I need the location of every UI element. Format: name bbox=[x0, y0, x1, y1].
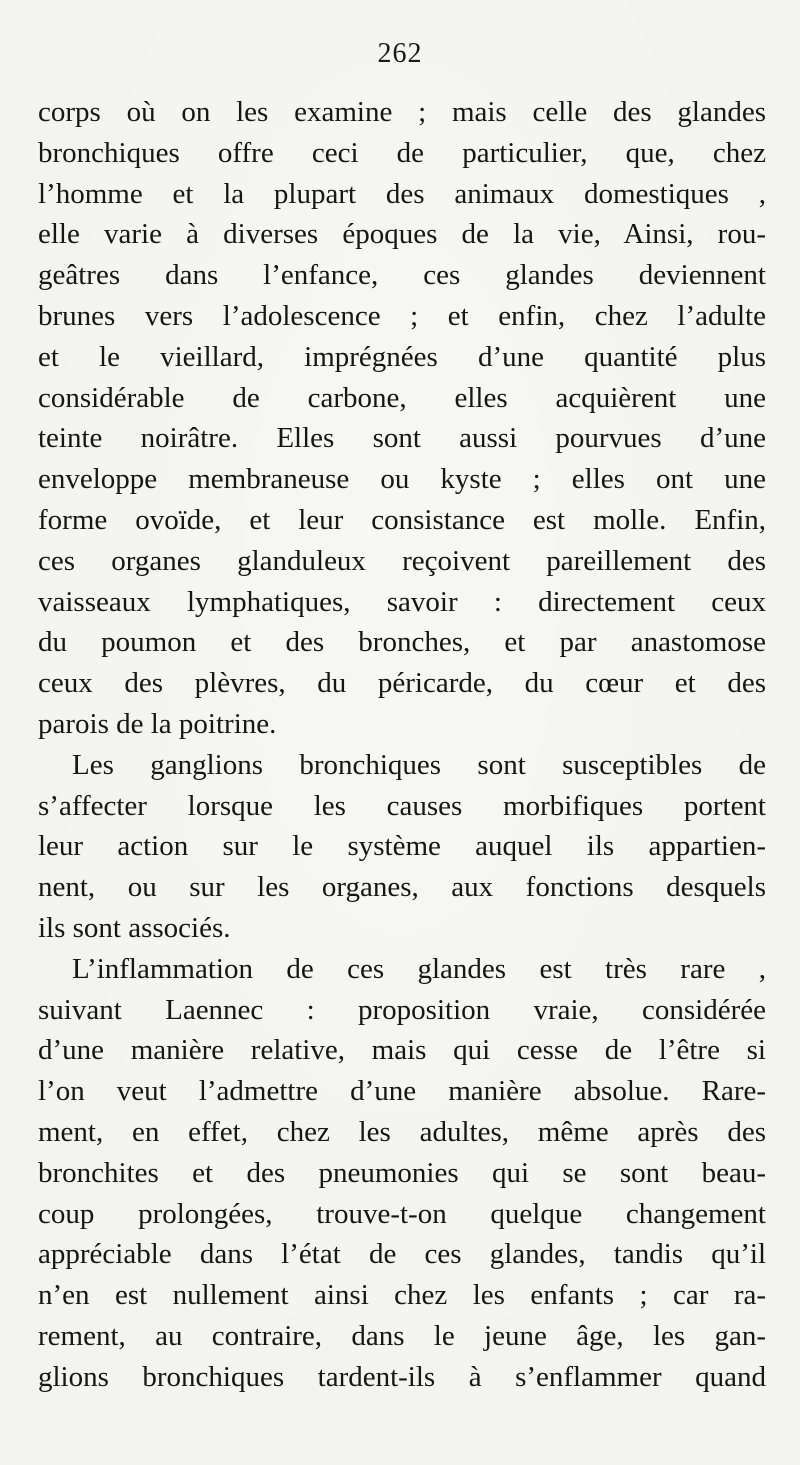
text-line: vaisseaux lymphatiques, savoir : directement ceux bbox=[38, 585, 766, 618]
text-line: ment, en effet, chez les adultes, même après des bbox=[38, 1115, 766, 1148]
text-line: elle varie à diverses époques de la vie, Ainsi, rou- bbox=[38, 218, 766, 251]
text-line: suivant Laennec : proposition vraie, considérée bbox=[38, 993, 766, 1026]
text-line: ces organes glanduleux reçoivent pareillement des bbox=[38, 544, 766, 577]
text-line: et le vieillard, imprégnées d’une quantité plus bbox=[38, 340, 766, 373]
text-line: rement, au contraire, dans le jeune âge, les gan- bbox=[38, 1319, 766, 1352]
text-line: glions bronchiques tardent-ils à s’enflammer quand bbox=[38, 1360, 766, 1393]
text-line: parois de la poitrine. bbox=[38, 707, 277, 740]
text-line: nent, ou sur les organes, aux fonctions desquels bbox=[38, 871, 766, 904]
text-line: brunes vers l’adolescence ; et enfin, chez l’adulte bbox=[38, 299, 766, 332]
text-line: Les ganglions bronchiques sont susceptibles de bbox=[72, 748, 766, 781]
text-line: bronchites et des pneumonies qui se sont beau- bbox=[38, 1156, 766, 1189]
text-line: ils sont associés. bbox=[38, 911, 231, 944]
text-line: d’une manière relative, mais qui cesse de l’être si bbox=[38, 1034, 766, 1067]
body-text bbox=[38, 92, 766, 1398]
text-line: l’homme et la plupart des animaux domestiques , bbox=[38, 177, 766, 210]
text-line: l’on veut l’admettre d’une manière absolue. Rare- bbox=[38, 1075, 766, 1108]
text-line: s’affecter lorsque les causes morbifiques portent bbox=[38, 789, 766, 822]
page-number: 262 bbox=[377, 38, 423, 69]
text-line: coup prolongées, trouve-t-on quelque changement bbox=[38, 1197, 766, 1230]
text-line: ceux des plèvres, du péricarde, du cœur et des bbox=[38, 667, 766, 700]
text-line: n’en est nullement ainsi chez les enfants ; car ra- bbox=[38, 1279, 766, 1312]
text-line: bronchiques offre ceci de particulier, que, chez bbox=[38, 136, 766, 169]
text-line: enveloppe membraneuse ou kyste ; elles ont une bbox=[38, 463, 766, 496]
text-line: appréciable dans l’état de ces glandes, tandis qu’il bbox=[38, 1238, 766, 1271]
text-line: teinte noirâtre. Elles sont aussi pourvues d’une bbox=[38, 422, 766, 455]
text-line: corps où on les examine ; mais celle des glandes bbox=[38, 96, 766, 128]
text-line: L’inflammation de ces glandes est très rare , bbox=[72, 952, 766, 985]
text-line: du poumon et des bronches, et par anastomose bbox=[38, 626, 766, 659]
text-line: forme ovoïde, et leur consistance est molle. Enfin, bbox=[38, 503, 766, 536]
text-line: considérable de carbone, elles acquièrent une bbox=[38, 381, 766, 414]
text-line: leur action sur le système auquel ils appartien- bbox=[38, 830, 766, 863]
text-line: geâtres dans l’enfance, ces glandes deviennent bbox=[38, 259, 766, 292]
